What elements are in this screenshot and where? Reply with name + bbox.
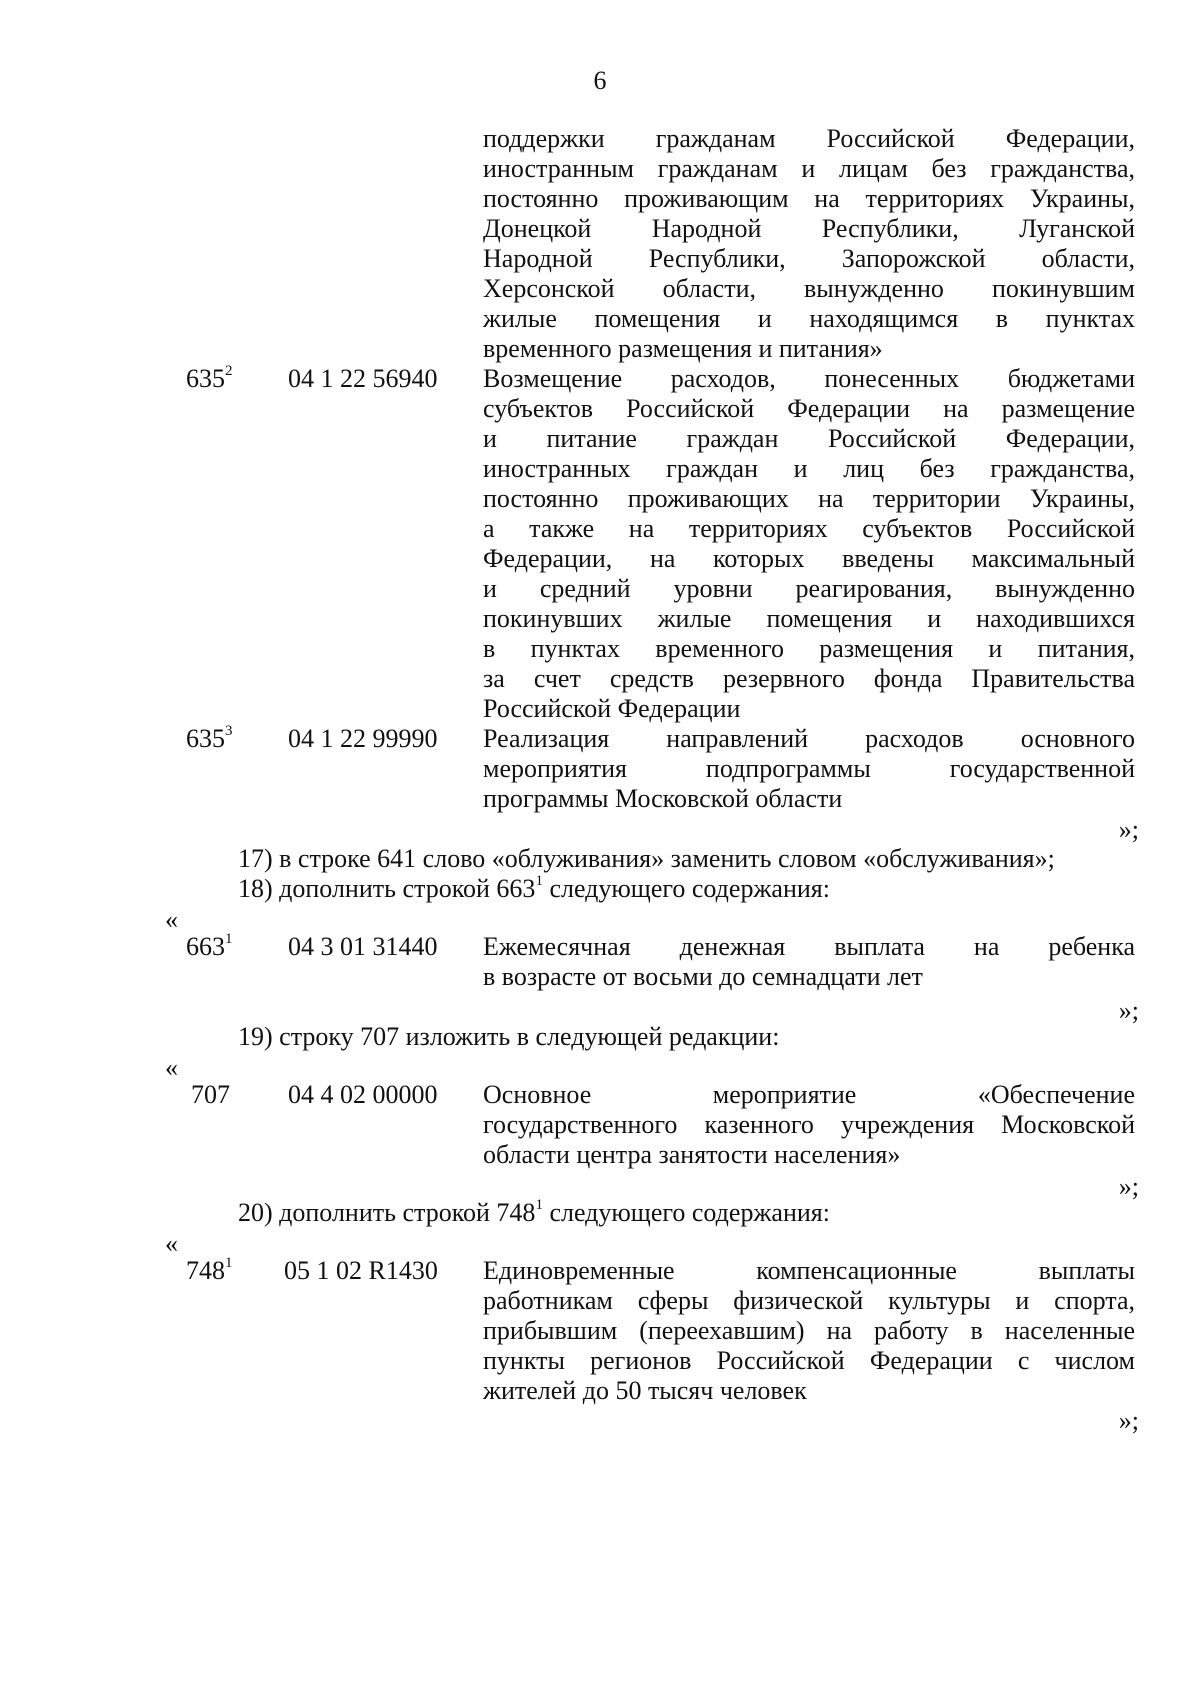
item-superscript: 1 [535, 1197, 543, 1214]
item-text: следующего содержания: [542, 1198, 830, 1227]
row-description [483, 724, 1135, 814]
description-line: Херсонской области, вынужденно покинувшим [483, 274, 1135, 303]
description-line: мероприятия подпрограммы государственной [483, 754, 1135, 783]
row-code: 04 1 22 99990 [288, 724, 438, 753]
row-number-text: 663 [186, 932, 225, 961]
description-line: Возмещение расходов, понесенных бюджетами [483, 364, 1135, 393]
row-number-text: 748 [186, 1256, 225, 1285]
item-text: следующего содержания: [542, 874, 830, 903]
amendment-item-19: 19) строку 707 изложить в следующей редакции: [238, 1022, 780, 1051]
description-line: Донецкой Народной Республики, Луганской [483, 214, 1135, 243]
description-line: за счет средств резервного фонда Правительства [483, 664, 1135, 693]
row-number-text: 635 [186, 364, 225, 393]
description-line: государственного казенного учреждения Московской [483, 1110, 1135, 1139]
row-code: 04 4 02 00000 [288, 1080, 438, 1109]
row-number [186, 1256, 256, 1286]
row-code: 05 1 02 R1430 [284, 1256, 438, 1285]
description-line: жителей до 50 тысяч человек [483, 1376, 807, 1405]
row-number [186, 724, 256, 754]
opening-quote: « [165, 1053, 178, 1082]
opening-quote: « [165, 905, 178, 934]
description-line: постоянно проживающим на территориях Украины, [483, 184, 1135, 213]
description-line: пункты регионов Российской Федерации с числом [483, 1346, 1135, 1375]
row-number-text: 707 [191, 1080, 230, 1109]
description-line: прибывшим (переехавшим) на работу в населенные [483, 1316, 1135, 1345]
row-number-superscript: 3 [225, 723, 233, 740]
page-number: 6 [593, 66, 607, 95]
description-line: покинувших жилые помещения и находившихся [483, 604, 1135, 633]
description-line: Российской Федерации [483, 694, 741, 723]
row-number-superscript: 1 [225, 931, 233, 948]
closing-quote: »; [1118, 815, 1139, 844]
description-line: в пунктах временного размещения и питания, [483, 634, 1135, 663]
row-description [483, 1256, 1135, 1406]
row-description [483, 1080, 1135, 1170]
description-line: жилые помещения и находящимся в пунктах [483, 304, 1135, 333]
description-line: субъектов Российской Федерации на размещение [483, 394, 1135, 423]
description-line: области центра занятости населения» [483, 1140, 901, 1169]
row-number [191, 1080, 261, 1110]
description-line: Ежемесячная денежная выплата на ребенка [483, 932, 1135, 961]
row-description [483, 364, 1135, 724]
closing-quote: »; [1118, 1406, 1139, 1435]
closing-quote: »; [1118, 1172, 1139, 1201]
row-description [483, 932, 1135, 992]
amendment-item-20 [238, 1198, 830, 1228]
description-line: и средний уровни реагирования, вынужденно [483, 574, 1135, 603]
amendment-item-18 [238, 874, 830, 904]
description-line: и питание граждан Российской Федерации, [483, 424, 1135, 453]
description-line: Народной Республики, Запорожской области, [483, 244, 1135, 273]
description-line: Основное мероприятие «Обеспечение [483, 1080, 1135, 1109]
description-line: поддержки гражданам Российской Федерации, [483, 124, 1135, 153]
item-superscript: 1 [535, 873, 543, 890]
amendment-item-17: 17) в строке 641 слово «облуживания» заменить словом «обслуживания»; [238, 844, 1055, 873]
row-code: 04 1 22 56940 [288, 364, 438, 393]
closing-quote: »; [1118, 996, 1139, 1025]
row-number [186, 364, 256, 394]
description-line: Реализация направлений расходов основного [483, 724, 1135, 753]
description-line: иностранным гражданам и лицам без гражданства, [483, 154, 1135, 183]
description-line: в возрасте от восьми до семнадцати лет [483, 962, 923, 991]
description-line: постоянно проживающих на территории Украины, [483, 484, 1135, 513]
row-number-superscript: 1 [225, 1255, 233, 1272]
description-line: программы Московской области [483, 784, 843, 813]
description-line: Единовременные компенсационные выплаты [483, 1256, 1135, 1285]
row-code: 04 3 01 31440 [288, 932, 438, 961]
opening-quote: « [165, 1229, 178, 1258]
description-line: временного размещения и питания» [483, 334, 883, 363]
row-number-text: 635 [186, 724, 225, 753]
description-line: иностранных граждан и лиц без гражданства, [483, 454, 1135, 483]
description-line: работникам сферы физической культуры и спорта, [483, 1286, 1135, 1315]
item-text: 20) дополнить строкой 748 [238, 1198, 536, 1227]
description-line: а также на территориях субъектов Российской [483, 514, 1135, 543]
description-line: Федерации, на которых введены максимальный [483, 544, 1135, 573]
item-text: 18) дополнить строкой 663 [238, 874, 536, 903]
row-number [186, 932, 256, 962]
row-description [483, 124, 1135, 364]
row-number-superscript: 2 [225, 363, 233, 380]
